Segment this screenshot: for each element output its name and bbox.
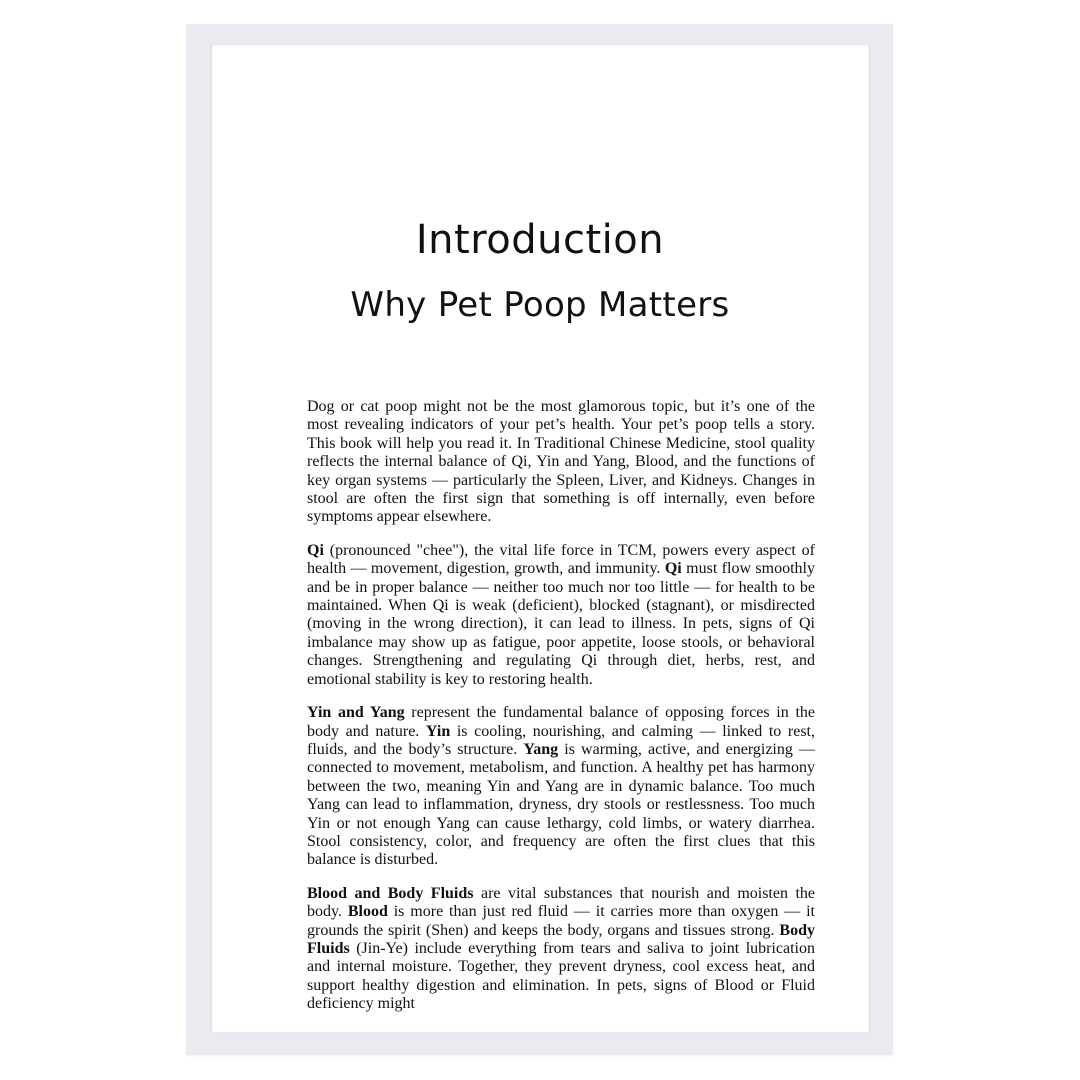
paragraph-text: is warming, active, and energizing — connected to movement, metabolism, and function. A healthy pet has harmony between the two, meaning Yin and Yang are in dynamic balance. Too much Yang can lead to inflammation, dryness, dry stools or restlessness. Too much Yin or not enough Yang can cause lethargy, cold limbs, or watery diarrhea. Stool consistency, color, and frequency are often the first clues that this balance is disturbed.: [307, 740, 815, 869]
paragraph-text: represent the fundamental balance of opposing forces in the body and nature.: [307, 704, 815, 740]
term-yin-and-yang: Yin and Yang: [307, 704, 405, 722]
term-yin: Yin: [425, 722, 451, 740]
paragraph-text: (pronounced "chee"), the vital life force in TCM, powers every aspect of health — movement, digestion, growth, and immunity.: [307, 541, 815, 578]
term-yang: Yang: [523, 740, 559, 758]
term-blood: Blood: [347, 903, 388, 921]
paragraph-qi: [307, 542, 815, 689]
paragraph-text: Dog or cat poop might not be the most glamorous topic, but it’s one of the most revealing indicators of your pet’s health. Your pet’s poop tells a story. This book will help you read it. In Traditional Chinese Medicine, stool quality reflects the internal balance of Qi, Yin and Yang, Blood, and the functions of key organ systems — particularly the Spleen, Liver, and Kidneys. Changes in stool are often the first sign that something is off internally, even before symptoms appear elsewhere.: [307, 398, 815, 526]
paragraph-blood-fluids: [307, 885, 815, 1014]
term-blood-and-body-fluids: Blood and Body Fluids: [307, 884, 474, 902]
term-qi: Qi: [664, 560, 682, 578]
chapter-subtitle: Why Pet Poop Matters: [350, 285, 730, 325]
chapter-title: Introduction: [415, 217, 665, 263]
paragraph-text: are vital substances that nourish and moisten the body.: [307, 884, 815, 921]
body-text: [307, 398, 815, 1029]
paragraph-intro: [307, 398, 815, 527]
paragraph-text: is more than just red fluid — it carries more than oxygen — it grounds the spirit (Shen) and keeps the body, organs and tissues strong.: [307, 903, 815, 939]
term-qi: Qi: [307, 541, 324, 559]
paragraph-yin-yang: [307, 704, 815, 870]
paragraph-text: must flow smoothly and be in proper balance — neither too much nor too little — for health to be maintained. When Qi is weak (deficient), blocked (stagnant), or misdirected (moving in the wrong direction), it can lead to illness. In pets, signs of Qi imbalance may show up as fatigue, poor appetite, loose stools, or behavioral changes. Strengthening and regulating Qi through diet, herbs, rest, and emotional stability is key to restoring health.: [307, 560, 815, 688]
paragraph-text: is cooling, nourishing, and calming — linked to rest, fluids, and the body’s structure.: [307, 722, 815, 758]
term-body-fluids: Body Fluids: [307, 921, 815, 957]
paragraph-text: (Jin-Ye) include everything from tears and saliva to joint lubrication and internal moisture. Together, they prevent dryness, cool excess heat, and support healthy digestion and elimination. In pets, signs of Blood or Fluid deficiency might: [307, 939, 815, 1013]
